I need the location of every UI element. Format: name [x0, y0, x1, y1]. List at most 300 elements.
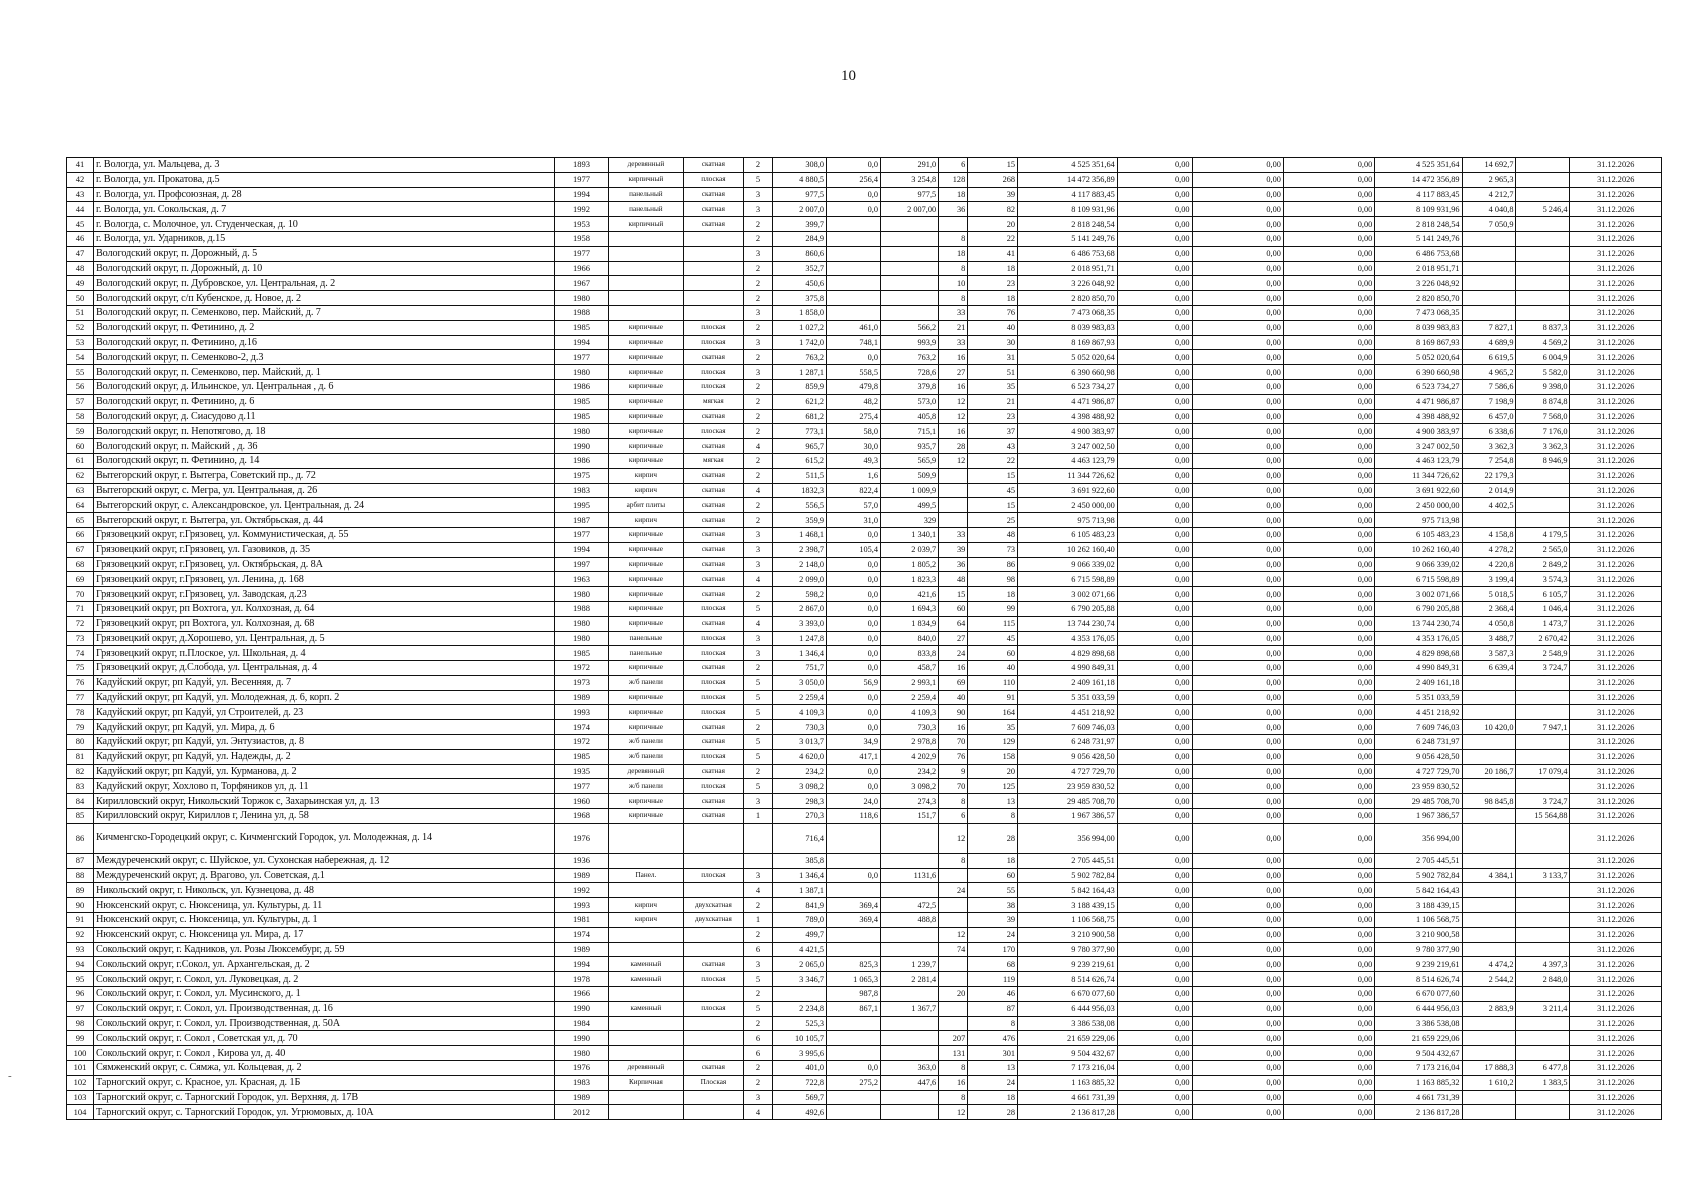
cell-residential-area: 977,5 — [881, 187, 939, 202]
cell-year-built: 1976 — [555, 1061, 609, 1076]
cell-year-built: 1985 — [555, 394, 609, 409]
cell-floors: 5 — [744, 749, 773, 764]
cell-residents: 39 — [968, 913, 1018, 928]
cell-limit-cost — [1516, 187, 1570, 202]
cell-budget-cost: 0,00 — [1192, 601, 1283, 616]
cell-apartments: 16 — [939, 350, 968, 365]
cell-roof-type: плоская — [683, 1001, 743, 1016]
page-number: 10 — [841, 68, 856, 84]
cell-wall-material: кирпич — [609, 898, 684, 913]
cell-total-area: 2 867,0 — [773, 601, 827, 616]
table-row — [67, 587, 1662, 602]
cell-nonresidential-area: 479,8 — [827, 379, 881, 394]
cell-unit-cost: 4 965,2 — [1462, 365, 1516, 380]
cell-total-cost: 8 169 867,93 — [1018, 335, 1118, 350]
cell-floors: 4 — [744, 1105, 773, 1120]
cell-nonresidential-area — [827, 217, 881, 232]
cell-limit-cost — [1516, 987, 1570, 1002]
cell-fund-cost: 0,00 — [1117, 1031, 1192, 1046]
cell-limit-cost — [1516, 749, 1570, 764]
cell-row-number: 74 — [67, 646, 94, 661]
cell-wall-material: панельный — [609, 187, 684, 202]
cell-total-cost: 2 018 951,71 — [1018, 261, 1118, 276]
cell-total-cost: 3 210 900,58 — [1018, 927, 1118, 942]
cell-residents: 8 — [968, 809, 1018, 824]
cell-residents: 91 — [968, 690, 1018, 705]
cell-residents: 164 — [968, 705, 1018, 720]
cell-roof-type — [683, 231, 743, 246]
cell-fund-cost: 0,00 — [1117, 246, 1192, 261]
cell-total-cost: 3 226 048,92 — [1018, 276, 1118, 291]
cell-wall-material — [609, 1090, 684, 1105]
cell-fund-cost: 0,00 — [1117, 217, 1192, 232]
cell-completion-date: 31.12.2026 — [1570, 1061, 1662, 1076]
cell-local-budget-cost: 0,00 — [1283, 513, 1374, 528]
cell-budget-cost: 0,00 — [1192, 913, 1283, 928]
cell-row-number: 46 — [67, 231, 94, 246]
cell-budget-cost: 0,00 — [1192, 527, 1283, 542]
cell-residential-area: 3 098,2 — [881, 779, 939, 794]
cell-year-built: 1967 — [555, 276, 609, 291]
cell-total-area: 859,9 — [773, 379, 827, 394]
cell-nonresidential-area: 558,5 — [827, 365, 881, 380]
cell-residential-area — [881, 246, 939, 261]
cell-year-built: 1972 — [555, 735, 609, 750]
cell-apartments: 33 — [939, 305, 968, 320]
cell-owners-cost: 4 463 123,79 — [1375, 453, 1462, 468]
cell-fund-cost: 0,00 — [1117, 720, 1192, 735]
cell-floors: 3 — [744, 365, 773, 380]
cell-wall-material: ж/б панели — [609, 749, 684, 764]
cell-fund-cost: 0,00 — [1117, 527, 1192, 542]
cell-year-built: 1989 — [555, 690, 609, 705]
cell-floors: 3 — [744, 1090, 773, 1105]
cell-total-cost: 5 351 033,59 — [1018, 690, 1118, 705]
cell-owners-cost: 8 514 626,74 — [1375, 972, 1462, 987]
cell-residents: 46 — [968, 987, 1018, 1002]
cell-fund-cost: 0,00 — [1117, 927, 1192, 942]
cell-residents: 60 — [968, 868, 1018, 883]
cell-total-area — [773, 987, 827, 1002]
cell-address: Вологодский округ, п. Непотягово, д. 18 — [93, 424, 554, 439]
cell-wall-material: деревянный — [609, 1061, 684, 1076]
cell-year-built: 1980 — [555, 616, 609, 631]
cell-nonresidential-area: 0,0 — [827, 158, 881, 173]
cell-limit-cost — [1516, 1016, 1570, 1031]
cell-row-number: 100 — [67, 1046, 94, 1061]
cell-residents: 20 — [968, 217, 1018, 232]
cell-limit-cost — [1516, 853, 1570, 868]
table-row — [67, 749, 1662, 764]
cell-residents: 18 — [968, 587, 1018, 602]
cell-owners-cost: 1 967 386,57 — [1375, 809, 1462, 824]
cell-address: Грязовецкий округ, г.Грязовец, ул. Ленина, д. 168 — [93, 572, 554, 587]
cell-owners-cost: 4 353 176,05 — [1375, 631, 1462, 646]
cell-fund-cost: 0,00 — [1117, 424, 1192, 439]
cell-address: Вологодский округ, п. Дорожный, д. 10 — [93, 261, 554, 276]
cell-address: Кадуйский округ, рп Кадуй, ул. Курманова, д. 2 — [93, 764, 554, 779]
cell-roof-type: скатная — [683, 483, 743, 498]
cell-unit-cost: 7 198,9 — [1462, 394, 1516, 409]
cell-total-cost: 6 670 077,60 — [1018, 987, 1118, 1002]
cell-year-built: 1988 — [555, 305, 609, 320]
cell-floors: 5 — [744, 675, 773, 690]
cell-roof-type: скатная — [683, 542, 743, 557]
cell-total-cost: 7 609 746,03 — [1018, 720, 1118, 735]
cell-wall-material: кирпичные — [609, 394, 684, 409]
cell-floors: 2 — [744, 320, 773, 335]
cell-owners-cost: 7 173 216,04 — [1375, 1061, 1462, 1076]
cell-limit-cost: 9 398,0 — [1516, 379, 1570, 394]
cell-fund-cost: 0,00 — [1117, 394, 1192, 409]
cell-owners-cost: 8 169 867,93 — [1375, 335, 1462, 350]
cell-nonresidential-area: 0,0 — [827, 616, 881, 631]
table-row — [67, 868, 1662, 883]
cell-fund-cost: 0,00 — [1117, 1105, 1192, 1120]
cell-wall-material: кирпичные — [609, 424, 684, 439]
cell-total-area: 4 421,5 — [773, 942, 827, 957]
cell-apartments: 8 — [939, 291, 968, 306]
cell-apartments: 15 — [939, 587, 968, 602]
cell-limit-cost — [1516, 261, 1570, 276]
cell-residential-area: 2 993,1 — [881, 675, 939, 690]
cell-apartments: 12 — [939, 409, 968, 424]
cell-unit-cost — [1462, 276, 1516, 291]
cell-residential-area: 488,8 — [881, 913, 939, 928]
cell-year-built: 1992 — [555, 202, 609, 217]
cell-fund-cost: 0,00 — [1117, 513, 1192, 528]
cell-year-built: 1990 — [555, 1001, 609, 1016]
cell-fund-cost: 0,00 — [1117, 749, 1192, 764]
cell-residents: 18 — [968, 291, 1018, 306]
cell-completion-date: 31.12.2026 — [1570, 898, 1662, 913]
cell-roof-type: скатная — [683, 468, 743, 483]
cell-nonresidential-area: 256,4 — [827, 172, 881, 187]
cell-residential-area: 993,9 — [881, 335, 939, 350]
cell-owners-cost: 8 109 931,96 — [1375, 202, 1462, 217]
cell-nonresidential-area: 58,0 — [827, 424, 881, 439]
cell-year-built: 1981 — [555, 913, 609, 928]
cell-local-budget-cost: 0,00 — [1283, 365, 1374, 380]
cell-total-area: 375,8 — [773, 291, 827, 306]
cell-total-cost: 8 109 931,96 — [1018, 202, 1118, 217]
table-row — [67, 172, 1662, 187]
cell-floors: 2 — [744, 217, 773, 232]
cell-limit-cost: 6 477,8 — [1516, 1061, 1570, 1076]
cell-completion-date: 31.12.2026 — [1570, 468, 1662, 483]
cell-nonresidential-area: 0,0 — [827, 587, 881, 602]
cell-address: Сокольский округ, г. Сокол, ул. Луковецкая, д. 2 — [93, 972, 554, 987]
cell-residents: 37 — [968, 424, 1018, 439]
cell-floors: 3 — [744, 335, 773, 350]
cell-roof-type: скатная — [683, 735, 743, 750]
cell-fund-cost: 0,00 — [1117, 957, 1192, 972]
cell-fund-cost: 0,00 — [1117, 498, 1192, 513]
cell-address: Кадуйский округ, рп Кадуй, ул. Энтузиастов, д. 8 — [93, 735, 554, 750]
cell-fund-cost: 0,00 — [1117, 987, 1192, 1002]
cell-residential-area — [881, 1046, 939, 1061]
cell-year-built: 1985 — [555, 749, 609, 764]
cell-fund-cost: 0,00 — [1117, 542, 1192, 557]
cell-address: Вытегорский округ, г. Вытегра, ул. Октябрьская, д. 44 — [93, 513, 554, 528]
cell-floors: 2 — [744, 394, 773, 409]
cell-roof-type: плоская — [683, 631, 743, 646]
cell-unit-cost: 3 488,7 — [1462, 631, 1516, 646]
cell-limit-cost — [1516, 513, 1570, 528]
cell-residents: 129 — [968, 735, 1018, 750]
cell-address: Нюксенский округ, с. Нюксеница, ул. Культуры, д. 11 — [93, 898, 554, 913]
cell-completion-date: 31.12.2026 — [1570, 453, 1662, 468]
cell-address: Вытегорский округ, с. Мегра, ул. Центральная, д. 26 — [93, 483, 554, 498]
cell-floors: 3 — [744, 957, 773, 972]
cell-address: Вологодский округ, п. Фетинино, д.16 — [93, 335, 554, 350]
cell-fund-cost: 0,00 — [1117, 158, 1192, 173]
cell-roof-type: скатная — [683, 587, 743, 602]
cell-owners-cost: 3 188 439,15 — [1375, 898, 1462, 913]
cell-address: Кадуйский округ, Хохлово п, Торфяников ул, д. 11 — [93, 779, 554, 794]
cell-total-area: 722,8 — [773, 1075, 827, 1090]
cell-unit-cost — [1462, 987, 1516, 1002]
cell-unit-cost: 4 212,7 — [1462, 187, 1516, 202]
cell-local-budget-cost: 0,00 — [1283, 646, 1374, 661]
cell-local-budget-cost: 0,00 — [1283, 1061, 1374, 1076]
cell-completion-date: 31.12.2026 — [1570, 513, 1662, 528]
cell-roof-type: скатная — [683, 527, 743, 542]
cell-fund-cost: 0,00 — [1117, 883, 1192, 898]
cell-nonresidential-area: 0,0 — [827, 690, 881, 705]
cell-owners-cost: 4 900 383,97 — [1375, 424, 1462, 439]
table-row — [67, 379, 1662, 394]
cell-unit-cost — [1462, 809, 1516, 824]
cell-fund-cost: 0,00 — [1117, 276, 1192, 291]
cell-row-number: 80 — [67, 735, 94, 750]
cell-residential-area: 1 239,7 — [881, 957, 939, 972]
cell-residential-area: 1 009,9 — [881, 483, 939, 498]
cell-year-built: 1972 — [555, 661, 609, 676]
cell-residents: 45 — [968, 631, 1018, 646]
table-row — [67, 202, 1662, 217]
cell-roof-type: скатная — [683, 158, 743, 173]
cell-roof-type: скатная — [683, 187, 743, 202]
cell-year-built: 1983 — [555, 1075, 609, 1090]
cell-fund-cost: 0,00 — [1117, 1075, 1192, 1090]
cell-limit-cost — [1516, 305, 1570, 320]
cell-completion-date: 31.12.2026 — [1570, 601, 1662, 616]
cell-limit-cost: 3 133,7 — [1516, 868, 1570, 883]
cell-local-budget-cost: 0,00 — [1283, 379, 1374, 394]
table-row — [67, 779, 1662, 794]
cell-roof-type: плоская — [683, 646, 743, 661]
cell-wall-material: ж/б панели — [609, 735, 684, 750]
cell-local-budget-cost: 0,00 — [1283, 898, 1374, 913]
cell-address: Вологодский округ, п. Фетинино, д. 6 — [93, 394, 554, 409]
cell-year-built: 1980 — [555, 1046, 609, 1061]
cell-address: Грязовецкий округ, п.Плоское, ул. Школьная, д. 4 — [93, 646, 554, 661]
cell-residents: 99 — [968, 601, 1018, 616]
cell-budget-cost: 0,00 — [1192, 394, 1283, 409]
cell-residents: 301 — [968, 1046, 1018, 1061]
cell-limit-cost — [1516, 172, 1570, 187]
cell-year-built: 1989 — [555, 868, 609, 883]
cell-floors: 3 — [744, 868, 773, 883]
cell-local-budget-cost: 0,00 — [1283, 424, 1374, 439]
cell-row-number: 48 — [67, 261, 94, 276]
cell-wall-material: кирпичные — [609, 320, 684, 335]
cell-total-area: 598,2 — [773, 587, 827, 602]
cell-limit-cost: 2 849,2 — [1516, 557, 1570, 572]
cell-year-built: 1978 — [555, 972, 609, 987]
cell-budget-cost: 0,00 — [1192, 158, 1283, 173]
cell-total-cost: 4 829 898,68 — [1018, 646, 1118, 661]
cell-owners-cost: 4 451 218,92 — [1375, 705, 1462, 720]
cell-residential-area — [881, 231, 939, 246]
cell-row-number: 103 — [67, 1090, 94, 1105]
cell-apartments — [939, 217, 968, 232]
cell-budget-cost: 0,00 — [1192, 631, 1283, 646]
cell-residents: 23 — [968, 409, 1018, 424]
cell-row-number: 62 — [67, 468, 94, 483]
cell-nonresidential-area: 275,4 — [827, 409, 881, 424]
cell-limit-cost: 15 564,88 — [1516, 809, 1570, 824]
cell-total-area: 270,3 — [773, 809, 827, 824]
cell-owners-cost: 3 247 002,50 — [1375, 439, 1462, 454]
cell-year-built: 1985 — [555, 320, 609, 335]
cell-total-cost: 3 691 922,60 — [1018, 483, 1118, 498]
cell-row-number: 102 — [67, 1075, 94, 1090]
cell-total-cost: 6 715 598,89 — [1018, 572, 1118, 587]
cell-wall-material: ж/б панели — [609, 675, 684, 690]
table-row — [67, 601, 1662, 616]
table-row — [67, 853, 1662, 868]
cell-unit-cost — [1462, 305, 1516, 320]
cell-local-budget-cost: 0,00 — [1283, 350, 1374, 365]
cell-residential-area: 405,8 — [881, 409, 939, 424]
cell-address: Вологодский округ, п. Фетинино, д. 2 — [93, 320, 554, 335]
cell-local-budget-cost: 0,00 — [1283, 779, 1374, 794]
cell-address: Вологодский округ, п. Фетинино, д. 14 — [93, 453, 554, 468]
cell-residential-area: 1 367,7 — [881, 1001, 939, 1016]
cell-residential-area: 833,8 — [881, 646, 939, 661]
cell-residential-area: 730,3 — [881, 720, 939, 735]
cell-floors: 3 — [744, 527, 773, 542]
cell-floors: 3 — [744, 305, 773, 320]
cell-unit-cost: 4 474,2 — [1462, 957, 1516, 972]
cell-roof-type: плоская — [683, 972, 743, 987]
cell-address: Сокольский округ, г. Кадников, ул. Розы Люксембург, д. 59 — [93, 942, 554, 957]
cell-row-number: 58 — [67, 409, 94, 424]
cell-fund-cost: 0,00 — [1117, 572, 1192, 587]
table-row — [67, 957, 1662, 972]
cell-address: Тарногский округ, с. Красное, ул. Красная, д. 1Б — [93, 1075, 554, 1090]
cell-owners-cost: 3 691 922,60 — [1375, 483, 1462, 498]
cell-total-cost: 3 002 071,66 — [1018, 587, 1118, 602]
cell-owners-cost: 6 670 077,60 — [1375, 987, 1462, 1002]
cell-year-built: 1986 — [555, 453, 609, 468]
cell-address: Сокольский округ, г. Сокол, ул. Производственная, д. 50А — [93, 1016, 554, 1031]
cell-completion-date: 31.12.2026 — [1570, 172, 1662, 187]
cell-wall-material: панельный — [609, 202, 684, 217]
cell-address: Кирилловский округ, Никольский Торжок с, Захарьинская ул, д. 13 — [93, 794, 554, 809]
cell-roof-type — [683, 823, 743, 853]
cell-owners-cost: 2 018 951,71 — [1375, 261, 1462, 276]
table-row — [67, 661, 1662, 676]
cell-total-area: 3 013,7 — [773, 735, 827, 750]
housing-register-table — [66, 157, 1662, 1120]
cell-local-budget-cost: 0,00 — [1283, 764, 1374, 779]
cell-local-budget-cost: 0,00 — [1283, 335, 1374, 350]
cell-limit-cost — [1516, 1105, 1570, 1120]
cell-address: Кадуйский округ, рп Кадуй, ул. Молодежная, д. 6, корп. 2 — [93, 690, 554, 705]
cell-residential-area: 1 834,9 — [881, 616, 939, 631]
cell-wall-material: ж/б панели — [609, 779, 684, 794]
cell-completion-date: 31.12.2026 — [1570, 675, 1662, 690]
cell-local-budget-cost: 0,00 — [1283, 261, 1374, 276]
cell-total-cost: 13 744 230,74 — [1018, 616, 1118, 631]
cell-apartments: 207 — [939, 1031, 968, 1046]
cell-residents: 115 — [968, 616, 1018, 631]
cell-floors: 4 — [744, 439, 773, 454]
cell-roof-type — [683, 883, 743, 898]
cell-residents: 98 — [968, 572, 1018, 587]
cell-local-budget-cost: 0,00 — [1283, 1031, 1374, 1046]
cell-residential-area — [881, 305, 939, 320]
cell-year-built: 1993 — [555, 705, 609, 720]
cell-row-number: 101 — [67, 1061, 94, 1076]
cell-total-area: 4 109,3 — [773, 705, 827, 720]
cell-year-built: 1989 — [555, 942, 609, 957]
cell-limit-cost: 3 362,3 — [1516, 439, 1570, 454]
cell-unit-cost: 98 845,8 — [1462, 794, 1516, 809]
cell-wall-material — [609, 942, 684, 957]
cell-unit-cost: 4 220,8 — [1462, 557, 1516, 572]
cell-completion-date: 31.12.2026 — [1570, 1090, 1662, 1105]
cell-row-number: 95 — [67, 972, 94, 987]
cell-residential-area: 728,6 — [881, 365, 939, 380]
cell-row-number: 68 — [67, 557, 94, 572]
cell-year-built: 1980 — [555, 291, 609, 306]
cell-completion-date: 31.12.2026 — [1570, 527, 1662, 542]
cell-year-built: 1974 — [555, 720, 609, 735]
cell-limit-cost: 3 724,7 — [1516, 794, 1570, 809]
cell-nonresidential-area: 369,4 — [827, 898, 881, 913]
cell-residents: 21 — [968, 394, 1018, 409]
cell-floors: 6 — [744, 1046, 773, 1061]
cell-floors: 1 — [744, 913, 773, 928]
cell-residential-area: 363,0 — [881, 1061, 939, 1076]
cell-residential-area: 509,9 — [881, 468, 939, 483]
table-row — [67, 158, 1662, 173]
cell-unit-cost — [1462, 246, 1516, 261]
cell-local-budget-cost: 0,00 — [1283, 957, 1374, 972]
cell-fund-cost: 0,00 — [1117, 972, 1192, 987]
cell-budget-cost: 0,00 — [1192, 1075, 1283, 1090]
cell-budget-cost: 0,00 — [1192, 957, 1283, 972]
cell-fund-cost: 0,00 — [1117, 779, 1192, 794]
cell-owners-cost: 6 105 483,23 — [1375, 527, 1462, 542]
cell-year-built: 1983 — [555, 483, 609, 498]
cell-total-cost: 6 444 956,03 — [1018, 1001, 1118, 1016]
cell-total-cost: 3 386 538,08 — [1018, 1016, 1118, 1031]
cell-residents: 60 — [968, 646, 1018, 661]
cell-local-budget-cost: 0,00 — [1283, 883, 1374, 898]
cell-nonresidential-area: 0,0 — [827, 572, 881, 587]
cell-floors: 3 — [744, 794, 773, 809]
cell-year-built: 1977 — [555, 527, 609, 542]
table-row — [67, 913, 1662, 928]
cell-residents: 110 — [968, 675, 1018, 690]
table-row — [67, 616, 1662, 631]
cell-roof-type — [683, 1105, 743, 1120]
